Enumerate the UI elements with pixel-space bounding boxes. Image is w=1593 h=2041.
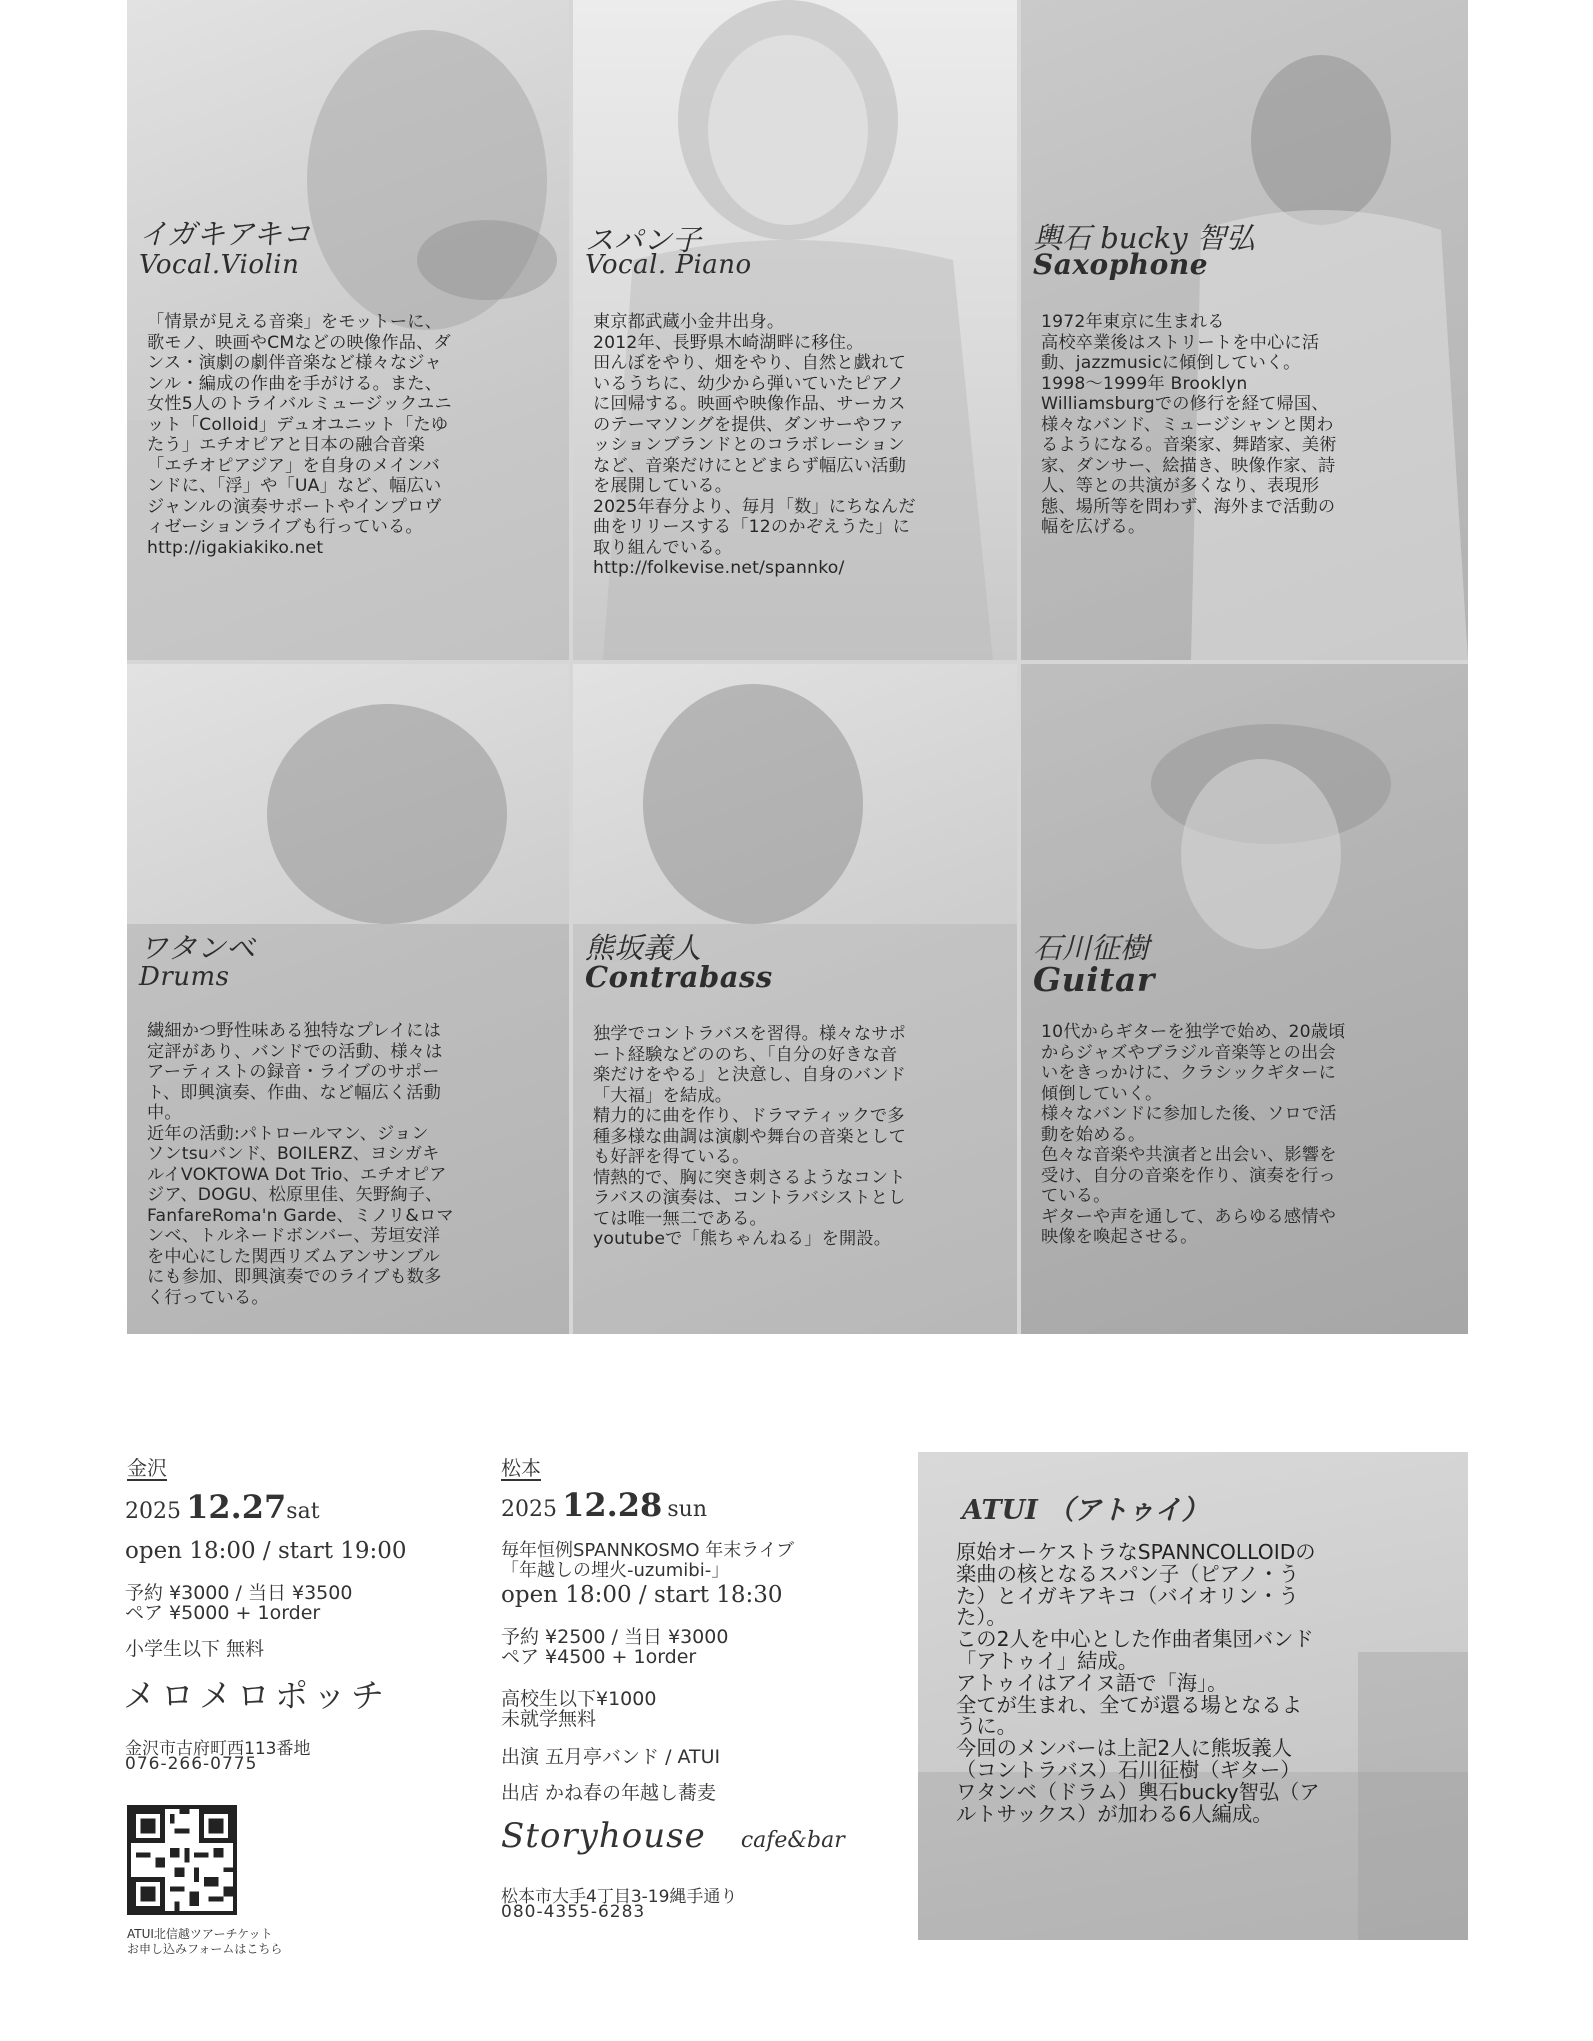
member-name: ワタンベ	[139, 931, 255, 965]
member-bio: 東京都武蔵小金井出身。 2012年、長野県木崎湖畔に移住。 田んぼをやり、畑をやり、自然と戯れて いるうちに、幼少から弾いていたピアノ に回帰する。映画や映像作品、サーカス のテーマソングを提供、ダンサーやファ ッションブランドとのコラボレーション など、音楽だけにとどまらず幅広い活動 を展開している。 2025年春分より、毎月「数」にちなんだ 曲をリリースする「12のかぞえうた」に 取り組んでいる。 http://folkevise.net/spannko/	[593, 312, 916, 578]
matsumoto-event-2: 「年越しの埋火-uzumibi-」	[501, 1560, 730, 1581]
kanazawa-weekday: sat	[286, 1499, 320, 1524]
member-instrument: Drums	[139, 962, 230, 992]
matsumoto-performers: 出演 五月亭バンド / ATUI	[501, 1746, 721, 1768]
member-bio: 独学でコントラバスを習得。様々なサポ ート経験などののち、「自分の好きな音 楽だけをやる」と決意し、自身のバンド 「大福」を結成。 精力的に曲を作り、ドラマティックで多 種多様な曲調は演劇や舞台の音楽として も好評を得ている。 情熱的で、胸に突き刺さるようなコント ラバスの演奏は、コントラバシストとし ては唯一無二である。 youtubeで「熊ちゃんねる」を開設。	[593, 1024, 906, 1249]
member-grid	[127, 0, 1468, 1334]
atui-info-box	[918, 1452, 1468, 1940]
matsumoto-shop: 出店 かね春の年越し蕎麦	[501, 1782, 717, 1804]
matsumoto-time: open 18:00 / start 18:30	[501, 1582, 783, 1608]
matsumoto-date	[501, 1486, 707, 1524]
member-name: 輿石 bucky 智弘	[1033, 221, 1255, 255]
atui-title: ATUI （アトゥイ）	[962, 1495, 1209, 1526]
member-instrument: Vocal. Piano	[585, 250, 752, 280]
matsumoto-event-1: 毎年恒例SPANNKOSMO 年末ライブ	[501, 1540, 795, 1561]
matsumoto-day: 12.28	[562, 1486, 663, 1524]
member-bio: 10代からギターを独学で始め、20歳頃 からジャズやブラジル音楽等との出会 いをきっかけに、クラシックギターに 傾倒していく。 様々なバンドに参加した後、ソロで活 動を始める。 色々な音楽や共演者と出会い、影響を 受け、自分の音楽を作り、演奏を行っ ている。 ギターや声を通して、あらゆる感情や 映像を喚起させる。	[1041, 1022, 1346, 1247]
member-card-ishikawa	[1021, 664, 1468, 1334]
kanazawa-price-1: 予約 ¥3000 / 当日 ¥3500	[125, 1582, 353, 1604]
member-card-koshiishi	[1021, 0, 1468, 660]
member-card-watanbe	[127, 664, 569, 1334]
ticket-qr-code[interactable]	[127, 1805, 237, 1915]
member-card-igaki	[127, 0, 569, 660]
matsumoto-tel: 080-4355-6283	[501, 1902, 646, 1922]
member-bio: 「情景が見える音楽」をモットーに、 歌モノ、映画やCMなどの映像作品、ダ ンス・演劇の劇伴音楽など様々なジャ ンル・編成の作曲を手がける。また、 女性5人のトライバルミュージックユニ ット「Colloid」デュオユニット「たゆ たう」エチオピアと日本の融合音楽 「エチオピアジア」を自身のメインバ ンドに、「浮」や「UA」など、幅広い ジャンルの演奏サポートやインプロヴ ィゼーションライブも行っている。 http://igakiakiko.net	[147, 312, 452, 558]
kanazawa-city-label: 金沢	[127, 1456, 167, 1480]
member-name: 石川征樹	[1033, 931, 1150, 965]
member-bio: 1972年東京に生まれる 高校卒業後はストリートを中心に活 動、jazzmusicに傾倒していく。 1998〜1999年 Brooklyn Williamsburgでの修行を経て帰国、 様々なバンド、ミュージシャンと関わ るようになる。音楽家、舞踏家、美術 家、ダンサー、絵描き、映像作家、詩 人、等との共演が多くなり、表現形 態、場所等を問わず、海外まで活動の 幅を広げる。	[1041, 312, 1337, 537]
kanazawa-day: 12.27	[186, 1488, 287, 1526]
kanazawa-year: 2025	[125, 1499, 181, 1524]
matsumoto-city-label: 松本	[501, 1456, 541, 1480]
matsumoto-year: 2025	[501, 1497, 557, 1522]
matsumoto-price-2: ペア ¥4500 + 1order	[501, 1646, 697, 1668]
member-instrument: Contrabass	[585, 960, 773, 994]
kanazawa-time: open 18:00 / start 19:00	[125, 1538, 407, 1564]
kanazawa-tel: 076-266-0775	[125, 1754, 258, 1774]
matsumoto-address: 松本市大手4丁目3-19縄手通り	[501, 1887, 738, 1907]
kanazawa-venue: メロメロポッチ	[123, 1676, 389, 1715]
member-card-kumasaka	[573, 664, 1017, 1334]
kanazawa-address: 金沢市古府町西113番地	[125, 1739, 311, 1759]
matsumoto-weekday: sun	[667, 1497, 708, 1522]
matsumoto-price-1: 予約 ¥2500 / 当日 ¥3000	[501, 1626, 729, 1648]
kanazawa-date	[125, 1488, 320, 1526]
qr-caption-2: お申し込みフォームはこちら	[127, 1942, 283, 1956]
matsumoto-venue	[501, 1816, 845, 1856]
member-name: イガキアキコ	[139, 217, 311, 251]
member-card-spannko	[573, 0, 1017, 660]
member-name: 熊坂義人	[585, 931, 702, 965]
matsumoto-venue-name: Storyhouse	[501, 1816, 706, 1856]
matsumoto-student-2: 未就学無料	[501, 1708, 597, 1730]
member-name: スパン子	[585, 223, 702, 257]
matsumoto-student-1: 高校生以下¥1000	[501, 1688, 657, 1710]
member-instrument: Guitar	[1033, 960, 1155, 999]
matsumoto-venue-sub: cafe&bar	[740, 1828, 845, 1853]
member-instrument: Vocal.Violin	[139, 250, 300, 280]
qr-caption-1: ATUI北信越ツアーチケット	[127, 1927, 273, 1941]
member-bio: 繊細かつ野性味ある独特なプレイには 定評があり、バンドでの活動、様々は アーティストの録音・ライブのサポー ト、即興演奏、作曲、など幅広く活動 中。 近年の活動:パトロールマン、ジョン ソンtsuバンド、BOILERZ、ヨシガキ ルイVOKTOWA Dot Trio、エチオピア ジア、DOGU、松原里佳、矢野絢子、 FanfareRoma'n Garde、ミノリ&ロマ ンベ、トルネードボンバー、芳垣安洋 を中心にした関西リズムアンサンブル にも参加、即興演奏でのライブも数多 く行っている。	[147, 1021, 454, 1308]
kanazawa-child-price: 小学生以下 無料	[125, 1638, 265, 1660]
kanazawa-price-2: ペア ¥5000 + 1order	[125, 1602, 321, 1624]
member-instrument: Saxophone	[1033, 248, 1209, 281]
atui-description: 原始オーケストラなSPANNCOLLOIDの 楽曲の核となるスパン子（ピアノ・う た）とイガキアキコ（バイオリン・う た）。 この2人を中心とした作曲者集団バンド 「アトゥイ」結成。 アトゥイはアイヌ語で「海」。 全てが生まれ、全てが還る場となるよ うに。 今回のメンバーは上記2人に熊坂義人 （コントラバス）石川征樹（ギター） ワタンベ（ドラム）輿石bucky智弘（ア ルトサックス）が加わる6人編成。	[956, 1540, 1320, 1826]
qr-pattern	[131, 1809, 233, 1911]
